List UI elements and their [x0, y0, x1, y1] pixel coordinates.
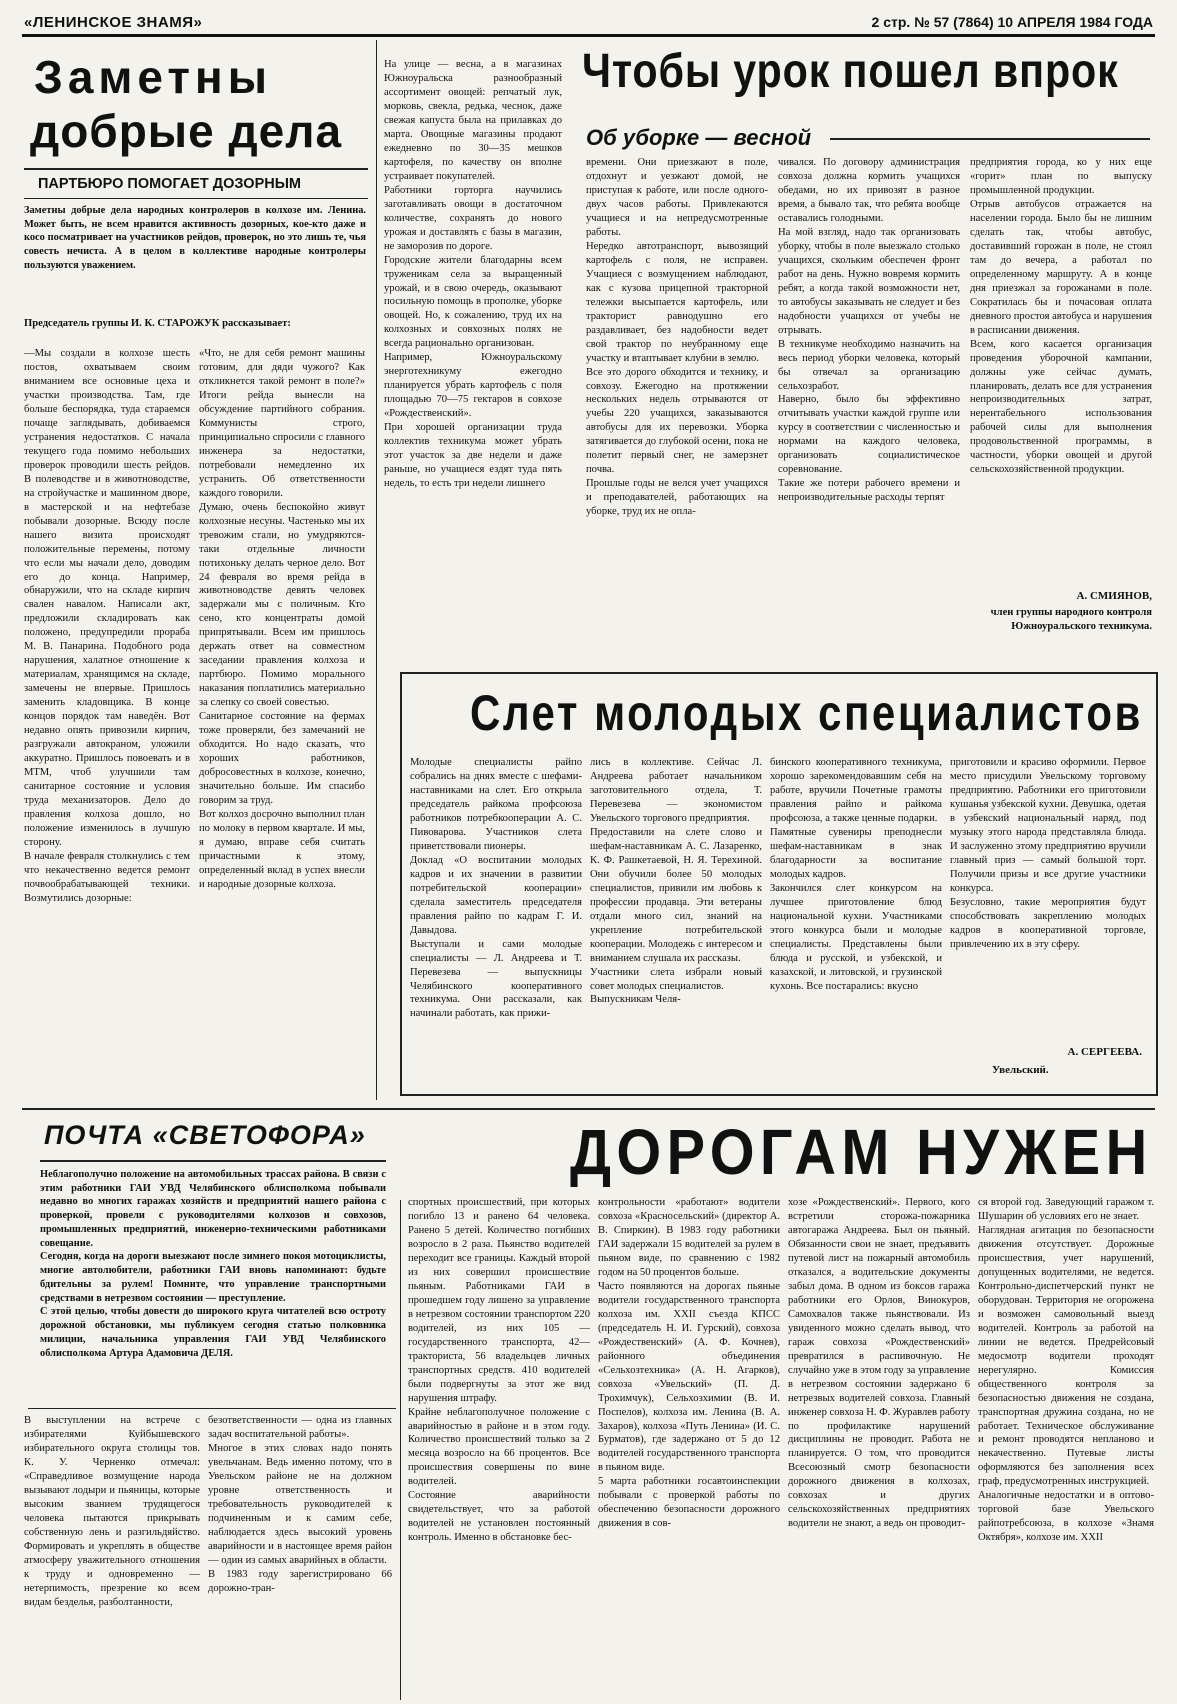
section-divider — [22, 1108, 1155, 1110]
column-divider — [400, 1200, 401, 1700]
article-title-line1: Заметны — [34, 51, 273, 103]
masthead-rule — [22, 34, 1155, 37]
article-subtitle: ПАРТБЮРО ПОМОГАЕТ ДОЗОРНЫМ — [38, 176, 301, 192]
divider — [830, 138, 1150, 140]
divider — [24, 198, 368, 199]
article-subtitle: Об уборке — весной — [586, 125, 812, 150]
article-column: —Мы создали в колхозе шесть постов, охватываем своим вниманием все основные цеха и участки производства. Там, где больше беспорядка, туда стараемся почаще заглядывать, добиваемся устранения недостатков. С начала текущего года помимо небольших проверок проводили шесть рейдов. В полеводстве и в животноводстве, на стройучастке и машинном дворе, в мастерской и на нефтебазе побывали дозорные. Всюду после нашего визита происходят положительные перемены, потому что если мы начали дело, доводим его до конца. Например, обнаружили, что на складе кирпич свален навалом. Написали акт, предложили складировать как положено, предупредили прораба М. В. Панарина. Подобного рода нарушения, халатное отношение к материалам, хранящимся на складе, замечены не впервые. Пришлось заменить кладовщика. В конце концов порядок там наведён. Вот недавно опять привозили кирпич, разгружали автокраном, уложили аккуратно. Пришлось повоевать и в МТМ, чтоб улучшили там санитарное состояние и условия труда механизаторов. Дело до правления колхоза дошло, но положение изменилось в лучшую сторону. В начале февраля столкнулись с тем что некачественно ведется ремонт почвообрабатывающей техники. Возмутились дозорные: — [24, 348, 190, 904]
article-column: времени. Они приезжают в поле, отдохнут и уезжают домой, не приступая к работе, или после одного-двух часов работы. Привлекаются учащиеся и на непредусмотренные работы. Нередко автотранспорт, вывозящий картофель с поля, не исправен. Учащиеся с возмущением наблюдают, как с кузова прицепной тракторной тележки высыпается картофель, или тракторист равнодушно его раздавливает, без надобности ведет свой трактор по неубранному еще участку и втаптывает клубни в землю. Все это дорого обходится и технику, и совхозу. Ежегодно на протяжении нескольких недель отрываются от учебы 220 учащихся, заказываются автобусы для их перевозки. Уборка затягивается до глубокой осени, пока не полетит первый снег, не замерзнет почва. Прошлые годы не велся учет учащихся и преподавателей, работающих на уборке, труд их не опла- — [586, 157, 768, 518]
article-column: безответственности — одна из главных задач воспитательной работы». Многое в этих словах надо понять увельчанам. Ведь именно потому, что в Увельском районе не на должном уровне ответственность и требовательность руководителей к подчиненным и к самим себе, наблюдается здесь высокий уровень аварийности и в настоящее время район — один из самых аварийных в области. В 1983 году зарегистрировано 66 дорожно-тран- — [208, 1415, 392, 1594]
article-column: приготовили и красиво оформили. Первое место присудили Увельскому торговому предприятию. Работники его приготовили кушанья узбекской кухни. Девушка, одетая в узбекский национальный наряд, под музыку этого народа представляла блюда. И заслуженно этому предприятию вручили главный приз — самый большой торт. Получили призы и все другие участники конкурса. Безусловно, такие мероприятия будут способствовать закреплению молодых кадров в кооперативной торговле, привлечению их в эту сферу. — [950, 757, 1146, 950]
article-column: В выступлении на встрече с избирателями Куйбышевского избирательного округа столицы тов. К. У. Черненко отмечал: «Справедливое возмущение народа вызывают лодыри и пьяницы, которые высоким званием трудящегося человека пытаются прикрывать собственную лень и разгильдяйство. Формировать и укреплять в обществе атмосферу уважительного отношения к труду и одновременно — нетерпимость, презрение ко всем видам безделья, разболтанности, — [24, 1415, 200, 1608]
article-title: ДОРОГАМ НУЖЕН — [570, 1116, 1153, 1188]
column-divider — [376, 40, 377, 1100]
article-column: лись в коллективе. Сейчас Л. Андреева работает начальником заготовительного отдела, Т. Перевезева — экономистом Увельского торгового предприятия. Предоставили на слете слово и шефам-наставникам А. С. Лазаренко, К. Ф. Рашкетаевой, Н. Я. Терехиной. Они обучили более 50 молодых специалистов, привили им любовь к профессии продавца. Эти ветераны отдали много сил, знаний на укрепление потребительской кооперации. Молодежь с интересом и вниманием слушала их рассказы. Участники слета избрали новый совет молодых специалистов. Выпускникам Челя- — [590, 757, 762, 1006]
divider — [24, 168, 368, 170]
article-column: «Что, не для себя ремонт машины готовим, для дяди чужого? Как откликнется такой ремонт в поле?» Итоги рейда вынесли на обсуждение партийного собрания. Коммунисты строго, принципиально спросили с главного инженера за недостатки, потребовали немедленно их устранить. Об ответственности каждого говорили. Думаю, очень беспокойно живут колхозные несуны. Частенько мы их тревожим стали, но умудряются-таки отдельные личности потихоньку делать черное дело. Вот 24 февраля во время рейда в животноводстве девять человек задержали мы с поличным. Кто сено, кто концентраты домой припрятывали. Всем им пришлось держать ответ на совместном заседании правления колхоза и партбюро. Помимо морального наказания поплатились материально за слепку со своей совестью. Санитарное состояние на фермах тоже проверяли, без замечаний не обходится. Но надо сказать, что хороших работников, добросовестных в колхозе, конечно, значительно больше. Им спасибо говорим за труд. Вот колхоз досрочно выполнил план по молоку в первом квартале. И мы, я думаю, вправе себя считать причастными к этому, определенный вклад в успех внесли и народные дозорные колхоза. — [199, 348, 365, 890]
article-column: чивался. По договору администрация совхоза должна кормить учащихся обедами, но их привозят в разное время, а бывало так, что ребята вообще оставались голодными. На мой взгляд, надо так организовать уборку, чтобы в поле выезжало столько учащихся, скольким обеспечен фронт работ на день. Нужно вовремя кормить ребят, а когда такой возможности нет, то автобусы заказывать не следует и без надобности учащихся от учебы не отрывать. В техникуме необходимо назначить на весь период уборки человека, который бы отвечал за организацию сельхозработ. Наверно, было бы эффективно отчитывать участки каждой группе или курсу в соответствии с численностью и нормами на каждого человека, организовать социалистическое соревнование. Такие же потери рабочего времени и непроизводительные расходы терпят — [778, 157, 960, 504]
author-signature: А. СМИЯНОВ, — [1076, 590, 1152, 602]
article-column: хозе «Рождественский». Первого, кого встретили сторожа-пожарника автогаража Андреева. Был он пьяный. Обязанности свои не знает, предъявить путевой лист на пожарный автомобиль отказался, а водительские документы забыл дома. В одном из боксов гаража работники его Орлов, Винокуров, Самохвалов также пьянствовали. Из увиденного можно сделать вывод, что гараж совхоза «Рождественский» превратился в распивочную. Не случайно уже в этом году за управление в нетрезвом состоянии задержано 6 нетрезвых водителей совхоза. Главный инженер совхоза Н. Ф. Журавлев работу по профилактике нарушений дисциплины не проводит. Работа не планируется. О том, что проводится Всесоюзный смотр безопасности дорожного движения в колхозах, совхозах и других сельскохозяйственных предприятиях водители не знают, а ведь он проводит- — [788, 1197, 970, 1530]
divider — [40, 1160, 386, 1162]
newspaper-name: «ЛЕНИНСКОЕ ЗНАМЯ» — [24, 14, 203, 31]
article-intro: Председатель группы И. К. СТАРОЖУК рассказывает: — [24, 318, 291, 329]
article-lead: Неблагополучно положение на автомобильных трассах района. В связи с этим работники ГАИ УВД Челябинского облисполкома побывали недавно во многих гаражах хозяйств и предприятий нашего района с проверкой, провели с руководителями колхозов и совхозов, промышленных предприятий, инженерно-техническими работниками совещание. Сегодня, когда на дороги выезжают после зимнего покоя мотоциклисты, многие автолюбители, работники ГАИ вновь напоминают: будьте бдительны за рулем! Помните, что управление транспортными средствами в нетрезвом состоянии — преступление. С этой целью, чтобы довести до широкого круга читателей всю остроту дорожной обстановки, мы публикуем сегодня статью полковника милиции, начальника управления ГАИ УВД Челябинского облисполкома Артура Адамовича ДЕЛЯ. — [40, 1169, 386, 1359]
article-column: ся второй год. Заведующий гаражом т. Шушарин об условиях его не знает. Наглядная агитация по безопасности движения отсутствует. Дорожные происшествия, учет нарушений, допущенных водителями, не ведется. Контрольно-диспетчерский пункт не оборудован. Территория не огорожена и возможен самовольный выезд водителей. Контроль за работой на линии не ведется. Предрейсовый медосмотр водители проходят нерегулярно. Комиссия общественного контроля за безопасностью движения не создана, транспортная дружина создана, но не работает. Техническое обслуживание и ремонт проводятся неплановo и некачественно. Путевые листы оформляются без заполнения всех граф, предусмотренных инструкцией. Аналогичные недостатки и в оптово-торговой базе Увельского райпотребсоюза, в колхозе «Знамя Октября», колхозе им. XXII — [978, 1197, 1154, 1544]
rubric-title: ПОЧТА «СВЕТОФОРА» — [44, 1120, 366, 1150]
article-title: Слет молодых специалистов — [470, 685, 1143, 741]
author-role: член группы народного контроля Южноуральского техникума. — [990, 607, 1152, 632]
dateline: 2 стр. № 57 (7864) 10 АПРЕЛЯ 1984 ГОДА — [871, 14, 1153, 30]
article-lead: Заметны добрые дела народных контролеров в колхозе им. Ленина. Может быть, не всем нравится активность дозорных, кое-кто даже и косо посматривает на участников рейдов, проверок, но это лишь те, чья совесть нечиста. А в целом в коллективе народные контролеры пользуются уважением. — [24, 205, 366, 271]
author-signature: А. СЕРГЕЕВА. — [1067, 1046, 1142, 1058]
article-column: спортных происшествий, при которых погибло 13 и ранено 64 человека. Ранено 5 детей. Количество погибших возросло в 2 раза. Пьянство водителей переходит все границы. Каждый второй из них совершил происшествие пьяным. Работниками ГАИ в прошедшем году лишено за управление в нетрезвом состоянии транспортом 220 водителей, из них 105 — государственного транспорта, 42— тракториста, 56 владельцев личных транспортных средств. 410 водителей были подвергнуты за этот же вид нарушения штрафу. Крайне неблагополучное положение с аварийностью в районе и в этом году. Количество происшествий только за 2 месяца возросло на 66 процентов. Все происшествия совершены по вине водителей. Состояние аварийности свидетельствует, что за работой водителей не установлен постоянный контроль. Именно в обстановке бес- — [408, 1197, 590, 1544]
article-column: контрольности «работают» водители совхоза «Красносельский» (директор А. В. Спиркин). В 1983 году работники ГАИ задержали 15 водителей за рулем в пьяном виде, по сравнению с 1982 годом на 50 процентов больше. Часто появляются на дорогах пьяные водители государственного транспорта колхоза им. XXII съезда КПСС (председатель Н. И. Гурский), совхоза «Рождественский» (А. Ф. Кочнев), районного объединения «Сельхозтехника» (А. Н. Агарков), совхоза «Увельский» (П. Д. Трохимчук), Сельхозхимии (В. И. Поспелов), колхоза им. Ленина (В. А. Захаров), колхоза «Путь Ленина» (И. С. Бурматов), где задержано от 5 до 12 водителей государственного транспорта в пьяном виде. 5 марта работники госавтоинспекции побывали с проверкой работы по обеспечению безопасности дорожного движения в сов- — [598, 1197, 780, 1530]
article-column: Молодые специалисты райпо собрались на днях вместе с шефами-наставниками на слет. Его открыла председатель райкома профсоюза работников потребкооперации А. С. Пивоварова. Участников слета приветствовали пионеры. Доклад «О воспитании молодых кадров и их значении в развитии потребительской кооперации» сделала заместитель председателя правления райпо по кадрам Г. И. Давыдова. Выступали и сами молодые специалисты — Л. Андреева и Т. Перевезева — выпускницы Челябинского кооперативного техникума. Они рассказали, как начинали работать, как прижи- — [410, 757, 582, 1020]
article-title: Чтобы урок пошел впрок — [582, 45, 1119, 98]
article-title-line2: добрые дела — [30, 105, 343, 157]
divider — [28, 1408, 396, 1409]
author-place: Увельский. — [992, 1064, 1049, 1076]
article-column: На улице — весна, а в магазинах Южноуральска разнообразный ассортимент овощей: репчатый лук, морковь, свекла, редька, чеснок, даже свежая капуста была на прилавках до марта. Овощные магазины продают ежедневно по 30—35 мешков картофеля, по качеству он вполне устраивает покупателей. Работники горторга научились заготавливать овощи в достаточном количестве, сохранять до нового урожая и доставлять с базы в магазин, не заморозив по дороге. Городские жители благодарны всем труженикам села за выращенный урожай, и в свою очередь, оказывают посильную помощь в прополке, уборке овощей. Но, к сожалению, труд их на колхозных и совхозных полях не всегда рационально организован. Например, Южноуральскому энерготехникуму ежегодно планируется убрать картофель с поля площадью 70—75 гектаров в совхозе «Рождественский». При хорошей организации труда коллектив техникума может убрать этот участок за две недели и даже раньше, но учащиеся ездят туда пять недель, то есть три недели лишнего — [384, 59, 562, 490]
article-column: бинского кооперативного техникума, хорошо зарекомендовавшим себя на работе, вручили Почетные грамоты правления райпо и райкома профсоюза, а также ценные подарки. Памятные сувениры преподнесли шефам-наставникам в знак благодарности за воспитание молодых кадров. Закончился слет конкурсом на лучшее приготовление блюд национальной кухни. Участниками этого конкурса были и молодые специалисты. Представлены были блюда и русской, и узбекской, и казахской, и литовской, и грузинской кухонь. Все постарались: вкусно — [770, 757, 942, 992]
article-column: предприятия города, ко у них еще «горит» план по выпуску промышленной продукции. Отрыв автобусов отражается на населении города. Было бы не лишним сделать так, чтобы автобус, доставивший горожан в поле, не стоял там до вечера, а работал по определенному маршруту. А в конце дня приезжал за горожанами в поле. Сократилась бы и почасовая оплата дневного простоя автобуса и нарушения в расписании движения. Всем, кого касается организация проведения уборочной кампании, должны уже сейчас думать, планировать, делать все для устранения непроизводительных затрат, нерентабельного использования рабочей силы для выполнения продовольственной программы, в частности, уборки овощей и другой сельскохозяйственной продукции. — [970, 157, 1152, 476]
